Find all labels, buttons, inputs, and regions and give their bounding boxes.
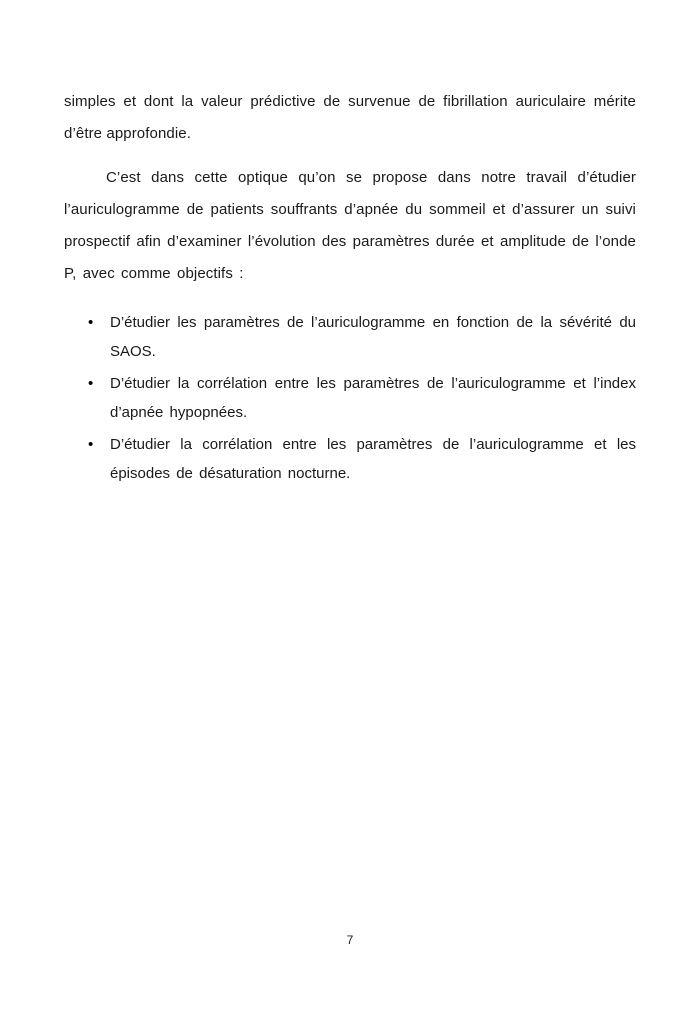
bullet-icon: •: [88, 436, 94, 453]
list-item: [64, 369, 636, 427]
bullet-text: D’étudier les paramètres de l’auriculogramme en fonction de la sévérité du SAOS.: [110, 314, 636, 360]
bullet-icon: •: [88, 314, 94, 331]
bullet-text: D’étudier la corrélation entre les paramètres de l’auriculogramme et les épisodes de désaturation nocturne.: [110, 436, 636, 482]
paragraph-objectives: C’est dans cette optique qu’on se propose dans notre travail d’étudier l’auriculogramme de patients souffrants d’apnée du sommeil et d’assurer un suivi prospectif afin d’examiner l’évolution des paramètres durée et amplitude de l’onde P, avec comme objectifs :: [64, 169, 636, 282]
list-item: [64, 430, 636, 488]
bullet-text: D’étudier la corrélation entre les paramètres de l’auriculogramme et l’index d’apnée hypopnées.: [110, 375, 636, 421]
list-item: [64, 308, 636, 366]
paragraph-intro: simples et dont la valeur prédictive de survenue de fibrillation auriculaire mérite d’être approfondie.: [64, 93, 636, 142]
objectives-bullet-list: [64, 308, 636, 488]
page-number: 7: [346, 933, 354, 947]
bullet-icon: •: [88, 375, 94, 392]
